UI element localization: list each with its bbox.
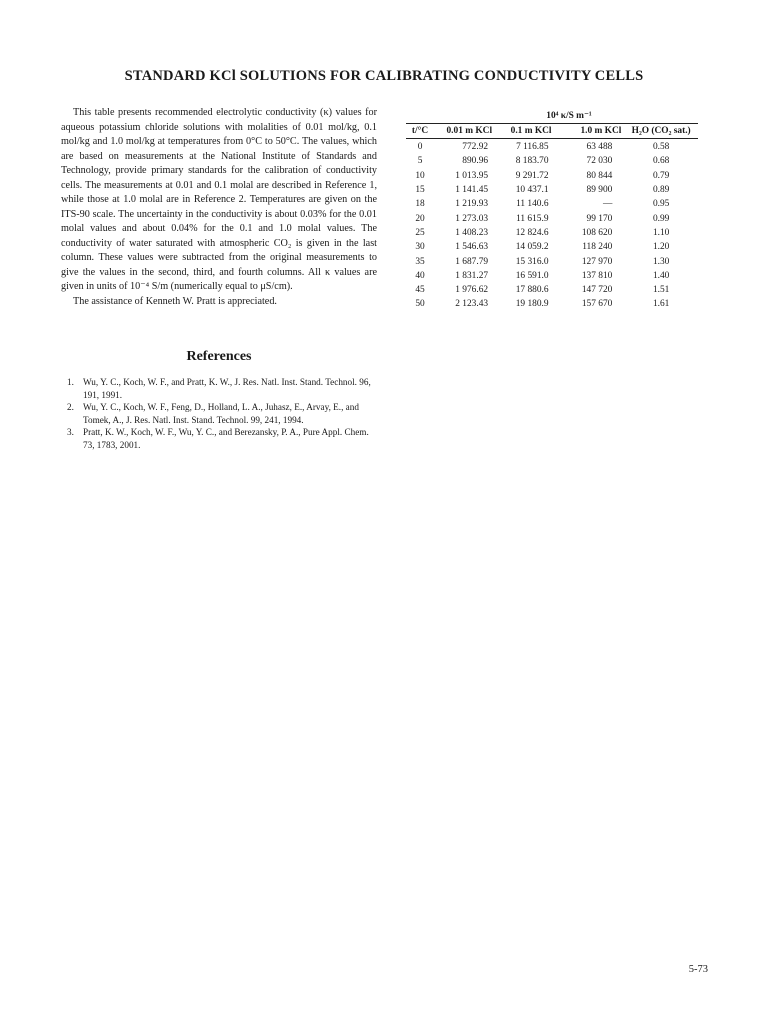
references-heading: References (186, 349, 252, 364)
reference-number: 1. (67, 377, 74, 387)
table-cell: 18 (415, 199, 425, 210)
unit-header: 10⁴ κ/S m⁻¹ (406, 108, 698, 124)
table-row (406, 183, 698, 197)
table-cell: 99 170 (586, 213, 613, 224)
table-cell: 108 620 (581, 227, 613, 238)
table-cell: 118 240 (582, 242, 613, 253)
table-cell: 12 824.6 (515, 227, 549, 238)
reference-item (61, 401, 377, 426)
table-row (406, 154, 698, 168)
table-cell: 35 (415, 256, 425, 267)
reference-text: Wu, Y. C., Koch, W. F., Feng, D., Holland, L. A., Juhasz, E., Arvay, E., and Tomek, A., J. Res. Natl. Inst. Stand. Technol. 99, 241, 1994. (83, 402, 359, 425)
table-cell: 80 844 (586, 170, 613, 181)
acknowledgement-paragraph: The assistance of Kenneth W. Pratt is appreciated. (73, 295, 277, 307)
table-row (406, 240, 698, 254)
table-cell: 1 831.27 (455, 270, 489, 281)
table-row (406, 197, 698, 211)
table-cell: 1 546.63 (455, 242, 489, 253)
reference-number: 3. (67, 427, 74, 438)
table-row (406, 269, 698, 283)
table-cell: 20 (415, 213, 425, 224)
table-cell: 7 116.85 (516, 142, 549, 153)
table-cell: 11 140.6 (516, 199, 549, 210)
intro-paragraph: This table presents recommended electrolytic conductivity (κ) values for aqueous potassium chloride solutions with molalities of 0.01 mol/kg, 0.1 mol/kg and 1.0 mol/kg at temperatures from 0°C to 50°C. The values, which are based on measurements at the National Institute of Standards and Technology, provide primary standards for the calibration of conductivity cells. The measurements at 0.01 and 0.1 molal are described in Reference 1, while those at 1.0 molal are in Reference 2. Temperatures are given on the ITS-90 scale. The uncertainty in the conductivity is about 0.03% for the 0.01 molal values and about 0.04% for the 0.1 and 1.0 molal values. The conductivity of water saturated with atmospheric CO₂ is given in the last column. These values were subtracted from the original measurements to give the values in the second, third, and fourth columns. All κ values are given in units of 10⁻⁴ S/m (numerically equal to μS/cm). (61, 107, 377, 292)
table-row (406, 169, 698, 183)
table-cell: 15 (415, 185, 425, 196)
table-cell: 14 059.2 (515, 242, 549, 253)
table-cell: 157 670 (581, 299, 613, 310)
table-row (406, 226, 698, 240)
conductivity-table (406, 108, 698, 312)
column-header-kcl-01: 0.1 m KCl (495, 124, 554, 139)
table-cell: 1.40 (652, 270, 670, 281)
table-cell: 0.68 (652, 156, 670, 167)
table-cell: 1 141.45 (455, 185, 489, 196)
table-cell: 16 591.0 (515, 270, 549, 281)
reference-item (61, 426, 377, 451)
table-cell: 45 (415, 285, 425, 296)
table-cell: 1 687.79 (455, 256, 489, 267)
page-title: STANDARD KCl SOLUTIONS FOR CALIBRATING CONDUCTIVITY CELLS (124, 68, 644, 84)
table-cell: 1 219.93 (455, 199, 489, 210)
table-row (406, 283, 698, 297)
table-cell: 63 488 (586, 142, 613, 153)
page-number: 5-73 (688, 964, 708, 975)
table-cell: 0.58 (652, 142, 670, 153)
table-cell: 137 810 (581, 270, 613, 281)
table-cell: 1 976.62 (455, 285, 489, 296)
table-cell: 50 (415, 299, 425, 310)
table-cell: — (602, 199, 613, 210)
table-cell: 147 720 (581, 285, 613, 296)
table-cell: 1 408.23 (455, 227, 489, 238)
intro-text (61, 106, 377, 309)
table-cell: 772.92 (462, 142, 489, 153)
table-cell: 1 013.95 (455, 170, 489, 181)
table-cell: 17 880.6 (515, 285, 549, 296)
column-header-water: H₂O (CO₂ sat.) (624, 124, 698, 139)
table-cell: 10 (415, 170, 425, 181)
table-cell: 9 291.72 (515, 170, 549, 181)
table-cell: 72 030 (586, 156, 613, 167)
table-cell: 25 (415, 227, 425, 238)
column-header-kcl-001: 0.01 m KCl (434, 124, 495, 139)
table-cell: 0 (417, 142, 423, 153)
reference-text: Pratt, K. W., Koch, W. F., Wu, Y. C., and Berezansky, P. A., Pure Appl. Chem. 73, 1783, 2001. (83, 427, 369, 450)
table-cell: 15 316.0 (515, 256, 549, 267)
table-cell: 8 183.70 (515, 156, 549, 167)
table-cell: 1.51 (652, 285, 670, 296)
table-row (406, 254, 698, 268)
table-cell: 40 (415, 270, 425, 281)
table-cell: 0.95 (652, 199, 670, 210)
table-cell: 0.79 (652, 170, 670, 181)
reference-number: 2. (67, 402, 74, 413)
reference-item (61, 376, 377, 401)
table-cell: 89 900 (586, 185, 613, 196)
table-cell: 0.99 (652, 213, 670, 224)
table-cell: 5 (417, 156, 423, 167)
table-cell: 30 (415, 242, 425, 253)
table-row (406, 139, 698, 155)
table-cell: 1.61 (652, 299, 670, 310)
table-cell: 2 123.43 (455, 299, 489, 310)
table-cell: 127 970 (581, 256, 613, 267)
table-row (406, 297, 698, 311)
table-cell: 1.20 (652, 242, 670, 253)
column-header-kcl-10: 1.0 m KCl (555, 124, 625, 139)
table-cell: 1.30 (652, 256, 670, 267)
reference-text: Wu, Y. C., Koch, W. F., and Pratt, K. W., J. Res. Natl. Inst. Stand. Technol. 96, 191, 1991. (83, 377, 371, 400)
column-header-temperature: t/°C (406, 124, 434, 139)
table-cell: 0.89 (652, 185, 670, 196)
table-cell: 19 180.9 (515, 299, 549, 310)
table-body (406, 139, 698, 312)
table-cell: 10 437.1 (515, 185, 549, 196)
table-row (406, 211, 698, 225)
table-cell: 1.10 (652, 227, 670, 238)
table-cell: 11 615.9 (516, 213, 549, 224)
references-list (61, 376, 377, 452)
table-cell: 1 273.03 (455, 213, 489, 224)
table-cell: 890.96 (462, 156, 489, 167)
